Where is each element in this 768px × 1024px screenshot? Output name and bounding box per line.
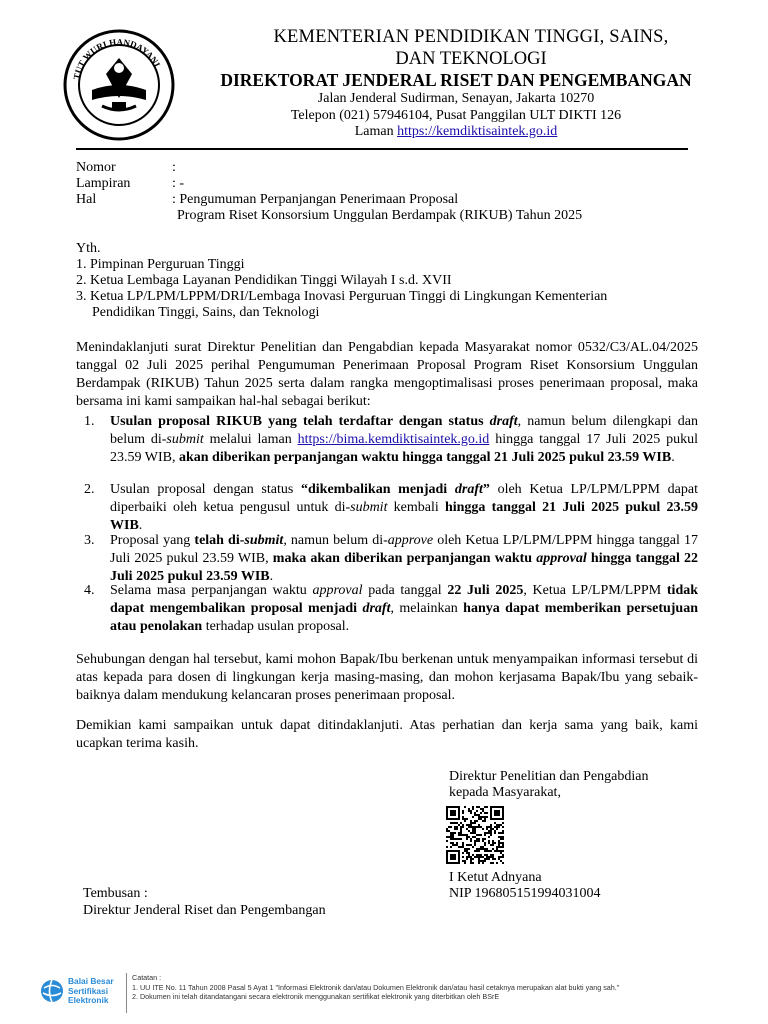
signatory-nip: NIP 196805151994031004: [449, 886, 601, 901]
text: hingga tanggal 17 Juli 2025 pukul 23.59 WIB,: [110, 432, 698, 465]
point-number: 2.: [84, 482, 95, 497]
signatory-title-line1: Direktur Penelitian dan Pengabdian: [449, 769, 649, 784]
text: tidak dapat mengembalikan proposal menjadi: [110, 583, 699, 616]
lampiran-label: Lampiran: [76, 176, 131, 191]
hal-value-line1: : Pengumuman Perpanjangan Penerimaan Proposal: [172, 192, 459, 207]
text: , melainkan: [390, 601, 464, 616]
directorate-name: DIREKTORAT JENDERAL RISET DAN PENGEMBANGAN: [220, 70, 692, 90]
point-number: 4.: [84, 583, 95, 598]
bima-link[interactable]: https://bima.kemdiktisaintek.go.id: [297, 432, 490, 447]
point-number: 1.: [84, 414, 95, 429]
text: ”: [482, 482, 490, 497]
text: kembali: [387, 500, 445, 515]
text: pada tanggal: [362, 583, 448, 598]
text: , namun belum dilengkapi dan belum di-: [110, 414, 698, 447]
text: approval: [312, 583, 363, 598]
note-2: 2. Dokumen ini telah ditandatangani secara elektronik menggunakan sertifikat elektronik yang diterbitkan oleh BSrE: [132, 992, 500, 1001]
notes-label: Catatan :: [132, 973, 162, 982]
point-2: [110, 481, 698, 535]
point-number: 3.: [84, 533, 95, 548]
greeting: Yth.: [76, 241, 101, 256]
note-1: 1. UU ITE No. 11 Tahun 2008 Pasal 5 Ayat 1 "Informasi Elektronik dan/atau Dokumen Elektronik dan/atau hasil cetaknya merupakan alat bukti yang sah.": [132, 982, 620, 992]
website-line: [176, 123, 736, 141]
text: oleh Ketua LP/LPM/LPPM dapat diperbaiki oleh ketua pengusul untuk di-: [110, 482, 698, 515]
address: Jalan Jenderal Sudirman, Senayan, Jakarta 10270: [317, 91, 595, 106]
text: submit: [350, 500, 388, 515]
text: Proposal yang: [110, 533, 195, 548]
svg-text:TUT WURI HANDAYANI: TUT WURI HANDAYANI: [71, 36, 163, 81]
text: terhadap usulan proposal.: [202, 619, 350, 634]
header-divider: [76, 148, 688, 150]
text: submit: [166, 432, 204, 447]
hal-label: Hal: [76, 192, 97, 207]
text: maka akan diberikan perpanjangan waktu: [272, 551, 537, 566]
text: approve: [387, 533, 434, 548]
recipient-item-cont: Pendidikan Tinggi, Sains, dan Teknologi: [92, 305, 320, 320]
bsre-text: Sertifikasi: [68, 985, 109, 996]
text: draft: [362, 601, 391, 616]
text: Selama masa perpanjangan waktu: [110, 583, 313, 598]
point-3: [110, 532, 698, 586]
text: .: [671, 450, 675, 465]
hal-value-line2: Program Riset Konsorsium Unggulan Berdampak (RIKUB) Tahun 2025: [177, 208, 583, 223]
bsre-globe-icon: [40, 979, 64, 1003]
text: hingga tanggal 22 Juli 2025 pukul 23.59 WIB: [110, 551, 698, 584]
bsre-text: Balai Besar: [68, 976, 114, 986]
intro-paragraph: Menindaklanjuti surat Direktur Penelitian dan Pengabdian kepada Masyarakat nomor 0532/C3/AL.04/2025 tanggal 02 Juli 2025 perihal Pengumuman Penerimaan Proposal Program Riset Konsorsium Unggulan Berdampak (RIKUB) Tahun 2025 serta dalam rangka mengoptimalisasi proses penerimaan proposal, maka bersama ini kami sampaikan hal-hal sebagai berikut:: [76, 340, 698, 409]
cc-recipient: Direktur Jenderal Riset dan Pengembangan: [83, 903, 326, 918]
ministry-name-line2: DAN TEKNOLOGI: [395, 49, 547, 69]
text: melalui laman: [203, 432, 298, 447]
paragraph-request: Sehubungan dengan hal tersebut, kami mohon Bapak/Ibu berkenan untuk menyampaikan informasi tersebut di atas kepada para dosen di lingkungan kerja masing-masing, dan mohon kerjasama Bapak/Ibu yang sebaik-baiknya dalam mendukung kelancaran proses penerimaan proposal.: [76, 652, 698, 703]
text: approval: [536, 551, 587, 566]
text: oleh Ketua LP/LPM/LPPM hingga tanggal 17 Juli 2025 pukul 23.59 WIB,: [110, 533, 698, 566]
point-1: [110, 413, 698, 467]
signatory-title-line2: kepada Masyarakat,: [449, 785, 561, 800]
phone: Telepon (021) 57946104, Pusat Panggilan ULT DIKTI 126: [290, 108, 622, 123]
text: , Ketua LP/LPM/LPPM: [523, 583, 667, 598]
text: Usulan proposal dengan status: [110, 482, 301, 497]
point-4: [110, 582, 698, 636]
recipient-item: 1. Pimpinan Perguruan Tinggi: [76, 257, 245, 272]
lampiran-value: : -: [172, 176, 185, 191]
recipient-item: 3. Ketua LP/LPM/LPPM/DRI/Lembaga Inovasi Perguruan Tinggi di Lingkungan Kementerian: [76, 289, 608, 304]
text: .: [138, 518, 143, 533]
website-link[interactable]: https://kemdiktisaintek.go.id: [397, 124, 558, 139]
text: Usulan proposal RIKUB yang telah terdaftar dengan status: [110, 414, 490, 429]
text: akan diberikan perpanjangan waktu hingga tanggal 21 Juli 2025 pukul 23.59 WIB: [178, 450, 672, 465]
paragraph-closing: Demikian kami sampaikan untuk dapat ditindaklanjuti. Atas perhatian dan kerja sama yang baik, kami ucapkan terima kasih.: [76, 718, 698, 751]
text: submit: [244, 533, 284, 548]
nomor-value: :: [172, 160, 176, 175]
text: hanya dapat memberikan persetujuan atau penolakan: [110, 601, 699, 634]
cc-label: Tembusan :: [83, 886, 148, 901]
text: draft: [489, 414, 518, 429]
recipient-item: 2. Ketua Lembaga Layanan Pendidikan Tinggi Wilayah I s.d. XVII: [76, 273, 452, 288]
ministry-name-line1: KEMENTERIAN PENDIDIKAN TINGGI, SAINS,: [273, 27, 669, 47]
nomor-label: Nomor: [76, 160, 116, 175]
text: .: [269, 569, 274, 584]
text: draft: [454, 482, 483, 497]
text: , namun belum di-: [283, 533, 388, 548]
signatory-name: I Ketut Adnyana: [449, 870, 542, 885]
website-label: Laman: [354, 124, 398, 139]
bsre-text: Elektronik: [68, 995, 109, 1005]
text: hingga tanggal 21 Juli 2025 pukul 23.59 WIB: [110, 500, 698, 533]
text: telah di-: [194, 533, 245, 548]
qr-code-signature: [446, 806, 504, 864]
text: “dikembalikan menjadi: [301, 482, 455, 497]
tut-wuri-handayani-logo: [62, 28, 176, 142]
bsre-logo: [40, 975, 130, 1013]
footer-notes: [132, 973, 732, 1002]
footer-divider: [126, 973, 127, 1013]
text: 22 Juli 2025: [447, 583, 524, 598]
